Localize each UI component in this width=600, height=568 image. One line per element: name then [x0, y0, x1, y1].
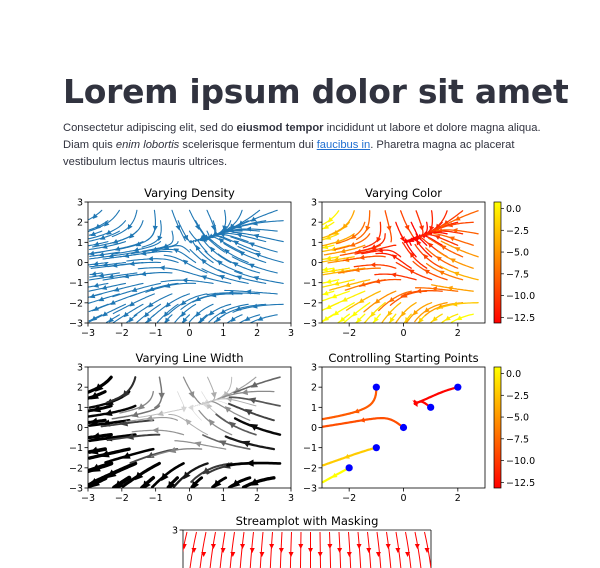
streamline-arrow-6 — [240, 544, 245, 549]
streamlines — [88, 210, 283, 323]
streamline-21 — [387, 532, 391, 568]
streamline-arrow-14 — [318, 552, 323, 557]
streamline-99 — [240, 315, 260, 323]
x-tick-label: 0 — [400, 493, 407, 504]
axes-title: Varying Line Width — [135, 351, 244, 365]
x-tick-label: 1 — [220, 328, 227, 339]
colorbar-tick-label: −10.0 — [506, 291, 536, 303]
streamline-arrow-13 — [334, 281, 340, 286]
streamline-arrow-32 — [359, 298, 365, 303]
x-tick-label: −2 — [342, 493, 357, 504]
page-title: Lorem ipsum dolor sit amet — [63, 72, 569, 111]
streamline-22 — [329, 291, 365, 307]
streamline-arrow-4 — [221, 548, 226, 553]
streamline-arrow-39 — [386, 226, 391, 231]
streamline-arrow-26 — [340, 248, 346, 253]
streamline-arrow-10 — [279, 548, 284, 553]
streamline-arrow-61 — [249, 398, 256, 404]
x-tick-label: 1 — [220, 493, 227, 504]
colorbar-tick-label: −12.5 — [506, 312, 536, 324]
streamline-46 — [134, 294, 172, 316]
intro-italic: enim lobortis — [115, 139, 180, 151]
axes-title: Varying Color — [364, 186, 443, 200]
streamline-arrow-15 — [327, 544, 332, 549]
streamline-arrow-22 — [395, 548, 400, 553]
x-tick-label: −1 — [148, 493, 163, 504]
y-tick-label: 3 — [310, 197, 317, 209]
streamline-43 — [147, 210, 156, 240]
streamline-arrow-105 — [234, 240, 240, 245]
streamline-80 — [442, 314, 458, 322]
streamline-arrow-19 — [366, 548, 371, 553]
x-tick-label: 2 — [454, 328, 461, 339]
streamline-2 — [416, 387, 458, 404]
streamline-10 — [338, 314, 349, 323]
streamline-4 — [323, 448, 376, 466]
colorbar-tick-label: −5.0 — [506, 247, 530, 259]
axes-title: Varying Density — [144, 186, 235, 200]
y-tick-label: 2 — [76, 217, 83, 229]
x-tick-label: 0 — [400, 328, 407, 339]
streamline-76 — [205, 210, 215, 238]
x-tick-label: −1 — [148, 328, 163, 339]
streamline-71 — [193, 240, 213, 263]
y-tick-label: −2 — [68, 463, 83, 475]
seed-point — [373, 444, 380, 451]
intro-text-1: Consectetur adipiscing elit, sed do — [63, 122, 237, 134]
y-tick-label: 3 — [310, 362, 317, 374]
streamline-arrow-3 — [93, 283, 99, 288]
seed-point — [346, 464, 353, 471]
streamline-arrow-18 — [357, 544, 362, 549]
streamline-73 — [413, 262, 447, 280]
x-tick-label: −2 — [342, 328, 357, 339]
streamline-arrow-69 — [182, 278, 187, 283]
colorbar-tick-label: −7.5 — [506, 434, 530, 446]
y-tick-label: 2 — [310, 217, 317, 229]
streamline-14 — [320, 532, 321, 568]
chart-panel-3 — [69, 351, 294, 504]
streamline-0 — [322, 387, 376, 419]
streamline-arrow-4 — [91, 271, 96, 276]
streamlines — [88, 377, 280, 490]
streamline-5 — [323, 468, 349, 482]
streamline-103 — [218, 254, 259, 273]
y-tick-label: −3 — [68, 483, 83, 495]
y-tick-label: 0 — [76, 258, 83, 269]
streamline-88 — [227, 315, 242, 323]
streamline-arrow-118 — [246, 226, 251, 231]
y-tick-label: 0 — [310, 258, 317, 269]
y-tick-label: −3 — [302, 318, 317, 330]
y-tick-label: 3 — [76, 362, 83, 374]
streamline-9 — [323, 211, 339, 225]
streamline-18 — [358, 532, 361, 568]
streamline-arrow-49 — [148, 256, 153, 261]
streamline-arrow-39 — [211, 392, 217, 398]
streamline-arrow-21 — [131, 411, 138, 417]
intro-text-4: . Pharetra magna ac placerat vestibulum lectus mauris ultrices. — [63, 139, 515, 168]
y-tick-label: −2 — [302, 463, 317, 475]
streamline-arrow-12 — [298, 544, 303, 549]
seed-point — [373, 384, 380, 391]
streamline-arrow-27 — [152, 427, 158, 433]
streamline-23 — [406, 532, 412, 568]
streamline-25 — [152, 463, 183, 487]
streamline-31 — [111, 221, 144, 244]
intro-link[interactable]: faucibus in — [316, 139, 371, 151]
streamline-57 — [228, 463, 281, 465]
y-tick-label: 0 — [310, 423, 317, 434]
streamline-24 — [415, 532, 421, 568]
streamline-arrow-22 — [138, 403, 145, 410]
axes-title: Streamplot with Masking — [235, 514, 379, 528]
streamline-arrow-11 — [289, 552, 294, 557]
x-tick-label: −2 — [114, 328, 129, 339]
chart-panel-1 — [69, 186, 294, 339]
streamline-arrow-73 — [424, 269, 430, 274]
streamline-arrow-8 — [324, 224, 330, 229]
streamline-23 — [113, 304, 143, 322]
x-tick-label: −3 — [80, 328, 96, 339]
streamline-9 — [270, 532, 272, 568]
intro-text-2: incididunt ut labore et dolore magna aliqua. Diam quis — [63, 122, 541, 151]
streamline-arrow-54 — [392, 254, 398, 259]
streamline-22 — [127, 315, 137, 323]
streamline-arrow-16 — [337, 548, 342, 553]
streamline-62 — [223, 391, 274, 397]
colorbar-tick-label: −2.5 — [506, 225, 530, 237]
streamline-arrow-85 — [441, 245, 447, 250]
y-tick-label: −2 — [302, 298, 317, 310]
colorbar-tick-label: −7.5 — [506, 269, 530, 281]
streamline-arrow-21 — [386, 544, 391, 549]
streamline-arrow-70 — [183, 260, 188, 265]
streamline-14 — [89, 283, 125, 291]
streamline-arrow-63 — [409, 269, 415, 274]
x-tick-label: 3 — [287, 493, 295, 504]
y-tick-label: −1 — [302, 443, 317, 455]
y-tick-label: 1 — [310, 402, 317, 414]
streamline-15 — [330, 532, 331, 568]
streamline-arrow-3 — [211, 544, 216, 549]
colorbar-tick-label: 0.0 — [506, 204, 522, 216]
streamline-arrow-43 — [153, 226, 158, 231]
streamline-30 — [162, 392, 184, 414]
streamline-arrow-89 — [221, 309, 227, 314]
streamline-12 — [300, 532, 301, 568]
seed-point — [400, 424, 407, 431]
streamline-arrow-24 — [415, 544, 420, 549]
streamline-arrow-103 — [233, 262, 239, 267]
streamline-11 — [290, 532, 291, 568]
streamline-63 — [234, 377, 280, 393]
streamline-arrow-42 — [195, 441, 202, 447]
streamlines — [322, 211, 478, 323]
streamline-arrow-44 — [370, 262, 375, 267]
y-tick-label: 1 — [76, 402, 83, 414]
streamline-66 — [198, 315, 207, 323]
streamline-11 — [107, 315, 120, 323]
y-tick-label: 1 — [310, 237, 317, 249]
streamline-93 — [211, 240, 248, 262]
streamline-arrow-8 — [259, 552, 264, 557]
streamline-17 — [349, 532, 351, 568]
intro-text-3: scelerisque fermentum dui — [179, 139, 317, 151]
streamline-39 — [204, 377, 215, 404]
streamline-arrow-36 — [188, 405, 193, 411]
streamline-arrow-9 — [269, 544, 274, 549]
streamline-arrow-7 — [250, 548, 255, 553]
streamline-arrow-13 — [308, 548, 313, 553]
streamline-58 — [226, 437, 274, 450]
streamline-6 — [240, 532, 244, 568]
y-tick-label: 3 — [76, 197, 83, 209]
streamline-arrow-23 — [159, 393, 165, 400]
streamline-arrow-80 — [445, 316, 451, 321]
colorbar-tick-label: −12.5 — [506, 477, 536, 489]
streamline-92 — [205, 251, 242, 273]
streamline-2 — [200, 532, 206, 568]
streamline-3 — [210, 532, 216, 568]
streamline-arrow-104 — [240, 251, 246, 256]
x-tick-label: 2 — [454, 493, 461, 504]
colorbar-tick-label: −10.0 — [506, 456, 536, 468]
streamline-arrow-57 — [246, 459, 254, 466]
streamline-arrow-42 — [157, 236, 162, 242]
x-tick-label: 3 — [287, 328, 295, 339]
x-tick-label: −2 — [114, 493, 129, 504]
y-tick-label: −1 — [68, 278, 83, 290]
streamlines — [322, 387, 458, 482]
streamline-35 — [113, 294, 154, 314]
y-tick-label: 3 — [171, 525, 178, 537]
streamline-arrow-17 — [347, 552, 352, 557]
streamline-arrow-12 — [103, 311, 109, 316]
x-tick-label: 0 — [186, 328, 193, 339]
y-tick-label: 2 — [76, 382, 83, 394]
x-tick-label: −3 — [80, 493, 96, 504]
colorbar — [494, 367, 501, 488]
chart-panel-5 — [172, 514, 431, 568]
streamline-89 — [209, 304, 248, 322]
streamline-arrow-35 — [130, 301, 136, 306]
streamline-84 — [426, 248, 458, 268]
streamline-20 — [377, 532, 381, 568]
streamline-arrow-3 — [326, 279, 332, 284]
colorbar-tick-label: 0.0 — [506, 369, 522, 381]
streamline-arrow-20 — [106, 230, 112, 235]
intro-bold: eiusmod tempor — [236, 122, 324, 134]
streamlines — [180, 532, 432, 568]
y-tick-label: −2 — [68, 298, 83, 310]
streamline-arrow-0 — [182, 544, 187, 549]
axes-title: Controlling Starting Points — [328, 351, 479, 365]
y-tick-label: 2 — [310, 382, 317, 394]
y-tick-label: 1 — [76, 237, 83, 249]
y-tick-label: 0 — [76, 423, 83, 434]
streamline-23 — [155, 377, 162, 407]
chart-panel-2 — [303, 186, 535, 339]
x-tick-label: 2 — [254, 493, 261, 504]
y-tick-label: −3 — [302, 483, 317, 495]
colorbar — [494, 202, 501, 323]
streamline-5 — [230, 532, 234, 568]
streamline-8 — [260, 532, 263, 568]
streamline-arrow-99 — [245, 316, 251, 321]
x-tick-label: 2 — [254, 328, 261, 339]
x-tick-label: 0 — [186, 493, 193, 504]
streamline-8 — [89, 231, 101, 235]
streamline-31 — [184, 377, 204, 404]
streamline-70 — [431, 314, 443, 323]
streamline-arrow-59 — [419, 225, 424, 230]
seed-point — [454, 384, 461, 391]
streamline-79 — [181, 294, 225, 310]
seed-point — [427, 404, 434, 411]
streamline-arrow-11 — [334, 310, 340, 315]
chart-panel-4 — [303, 351, 535, 504]
colorbar-tick-label: −5.0 — [506, 412, 530, 424]
colorbar-tick-label: −2.5 — [506, 390, 530, 402]
y-tick-label: −3 — [68, 318, 83, 330]
y-tick-label: −1 — [68, 443, 83, 455]
streamline-12 — [89, 304, 125, 322]
y-tick-label: −1 — [302, 278, 317, 290]
streamline-arrow-56 — [181, 311, 186, 317]
streamline-83 — [427, 264, 463, 280]
